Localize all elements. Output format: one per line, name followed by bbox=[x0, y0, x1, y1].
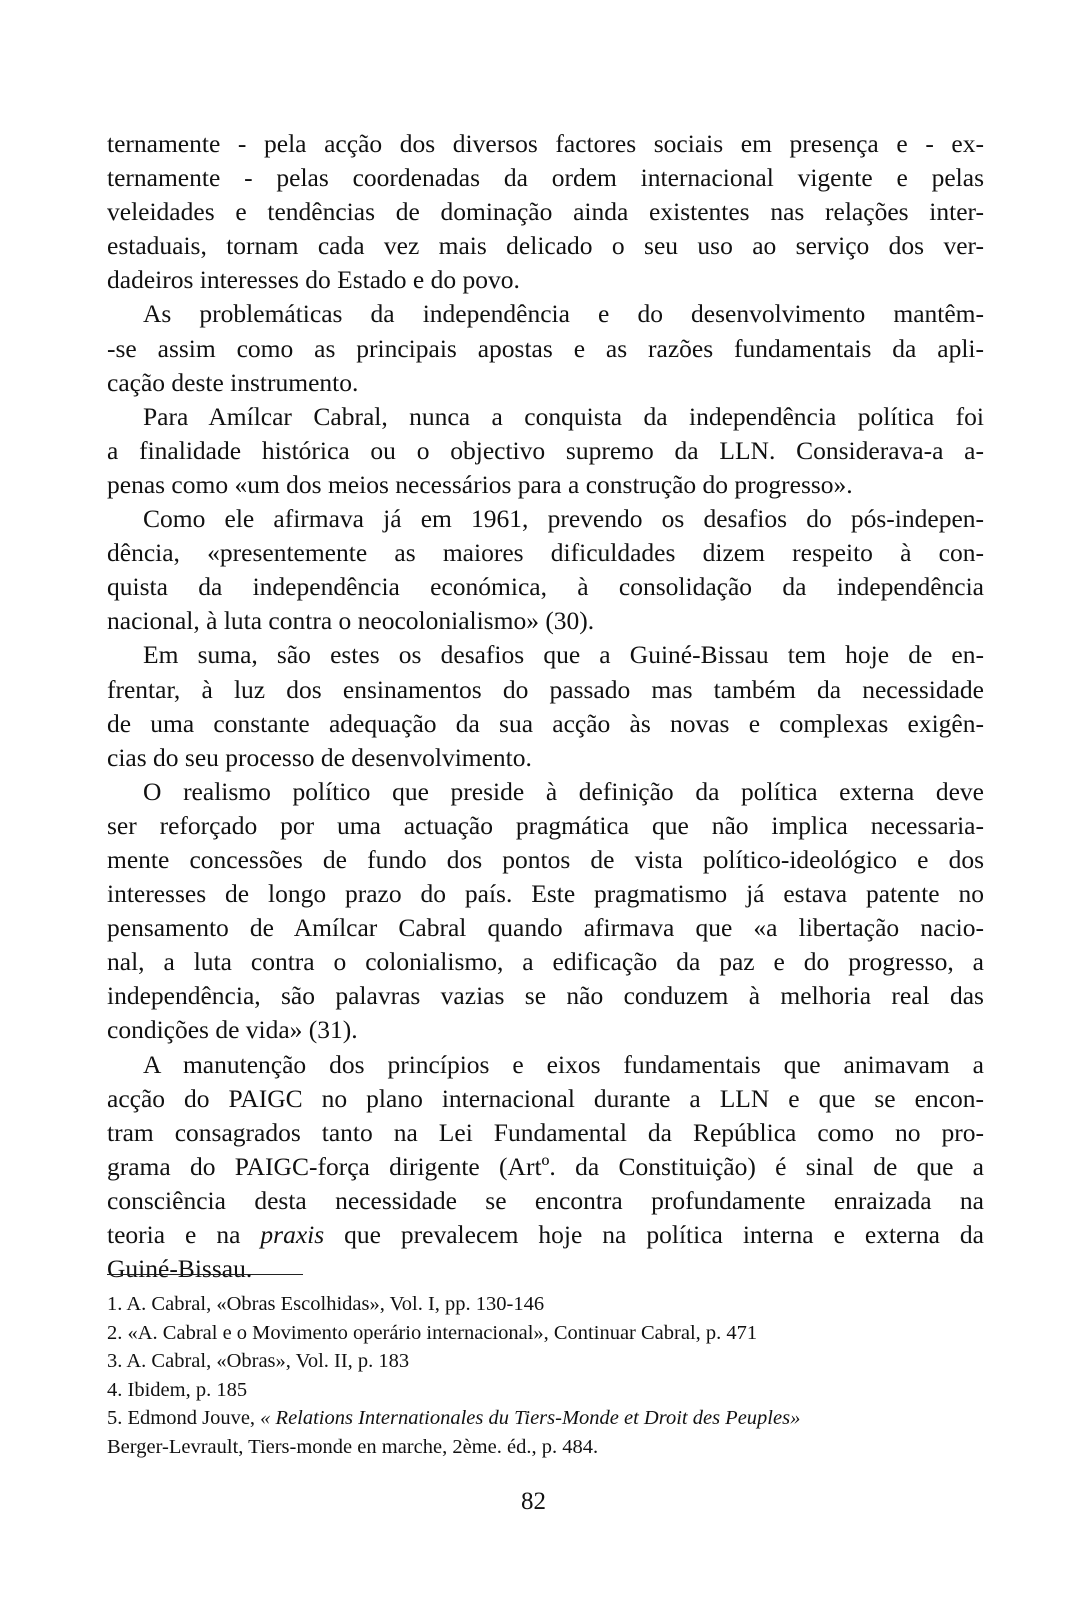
footnote-title: « Relations Internationales du Tiers-Monde et Droit des Peuples» bbox=[260, 1407, 801, 1430]
text-segment: que prevalecem hoje na política interna e externa da bbox=[324, 1220, 984, 1249]
footnote: 3. A. Cabral, «Obras», Vol. II, p. 183 bbox=[107, 1350, 410, 1373]
text-line bbox=[107, 1218, 984, 1252]
text-line: pensamento de Amílcar Cabral quando afirmava que «a libertação nacio- bbox=[107, 913, 984, 943]
paragraph-3 bbox=[107, 400, 984, 502]
text-line: Em suma, são estes os desafios que a Guiné-Bissau tem hoje de en- bbox=[143, 640, 984, 670]
paragraph-6 bbox=[107, 775, 984, 1048]
text-line: dência, «presentemente as maiores dificuldades dizem respeito à con- bbox=[107, 538, 984, 568]
italic-term: praxis bbox=[260, 1220, 325, 1249]
text-line: Como ele afirmava já em 1961, prevendo os desafios do pós-indepen- bbox=[143, 504, 984, 534]
text-line: cação deste instrumento. bbox=[107, 367, 359, 397]
paragraph-5 bbox=[107, 638, 984, 774]
text-line: nacional, à luta contra o neocolonialismo» (30). bbox=[107, 606, 595, 636]
text-line: grama do PAIGC-força dirigente (Artº. da Constituição) é sinal de que a bbox=[107, 1151, 984, 1181]
text-line: interesses de longo prazo do país. Este pragmatismo já estava patente no bbox=[107, 879, 984, 909]
text-line: independência, são palavras vazias se não conduzem à melhoria real das bbox=[107, 981, 984, 1011]
paragraph-4 bbox=[107, 502, 984, 638]
footnote-continuation: Berger-Levrault, Tiers-monde en marche, 2ème. éd., p. 484. bbox=[107, 1435, 599, 1458]
text-line: quista da independência económica, à consolidação da independência bbox=[107, 572, 984, 602]
footnote-prefix: 5. Edmond Jouve, bbox=[107, 1407, 261, 1430]
text-line: nal, a luta contra o colonialismo, a edificação da paz e do progresso, a bbox=[107, 947, 984, 977]
text-line: cias do seu processo de desenvolvimento. bbox=[107, 742, 532, 772]
text-line: acção do PAIGC no plano internacional durante a LLN e que se encon- bbox=[107, 1083, 984, 1113]
footnote bbox=[107, 1404, 987, 1433]
footnote: 4. Ibidem, p. 185 bbox=[107, 1378, 248, 1401]
text-line: Para Amílcar Cabral, nunca a conquista da independência política foi bbox=[143, 401, 984, 431]
text-line: a finalidade histórica ou o objectivo supremo da LLN. Considerava-a a- bbox=[107, 435, 984, 465]
text-line: A manutenção dos princípios e eixos fundamentais que animavam a bbox=[143, 1049, 984, 1079]
text-line: ternamente - pelas coordenadas da ordem internacional vigente e pelas bbox=[107, 163, 984, 193]
text-line: mente concessões de fundo dos pontos de vista político-ideológico e dos bbox=[107, 844, 984, 874]
footnote: 2. «A. Cabral e o Movimento operário internacional», Continuar Cabral, p. 471 bbox=[107, 1321, 758, 1344]
text-line: consciência desta necessidade se encontra profundamente enraizada na bbox=[107, 1185, 984, 1215]
text-line: dadeiros interesses do Estado e do povo. bbox=[107, 265, 520, 295]
paragraph-2 bbox=[107, 297, 984, 399]
text-line: de uma constante adequação da sua acção às novas e complexas exigên- bbox=[107, 708, 984, 738]
text-line: ser reforçado por uma actuação pragmática que não implica necessaria- bbox=[107, 810, 984, 840]
footnote-separator bbox=[107, 1274, 303, 1275]
text-line: estaduais, tornam cada vez mais delicado o seu uso ao serviço dos ver- bbox=[107, 231, 984, 261]
text-line: penas como «um dos meios necessários para a construção do progresso». bbox=[107, 469, 853, 499]
paragraph-7 bbox=[107, 1048, 984, 1287]
text-line: -se assim como as principais apostas e as razões fundamentais da apli- bbox=[107, 333, 984, 363]
footnote: 1. A. Cabral, «Obras Escolhidas», Vol. I, pp. 130-146 bbox=[107, 1293, 545, 1315]
footnotes bbox=[107, 1290, 987, 1462]
text-line: Guiné-Bissau. bbox=[107, 1254, 253, 1284]
text-line: ternamente - pela acção dos diversos factores sociais em presença e - ex- bbox=[107, 129, 984, 158]
text-line: frentar, à luz dos ensinamentos do passado mas também da necessidade bbox=[107, 674, 984, 704]
text-line: tram consagrados tanto na Lei Fundamental da República como no pro- bbox=[107, 1117, 984, 1147]
body-text bbox=[107, 127, 984, 1286]
text-line: condições de vida» (31). bbox=[107, 1015, 358, 1045]
text-segment: teoria e na bbox=[107, 1220, 261, 1249]
text-line: veleidades e tendências de dominação ainda existentes nas relações inter- bbox=[107, 197, 984, 227]
text-line: O realismo político que preside à definição da política externa deve bbox=[143, 776, 984, 806]
paragraph-1 bbox=[107, 127, 984, 297]
page-number: 82 bbox=[521, 1488, 546, 1515]
text-line: As problemáticas da independência e do desenvolvimento mantêm- bbox=[143, 299, 984, 329]
